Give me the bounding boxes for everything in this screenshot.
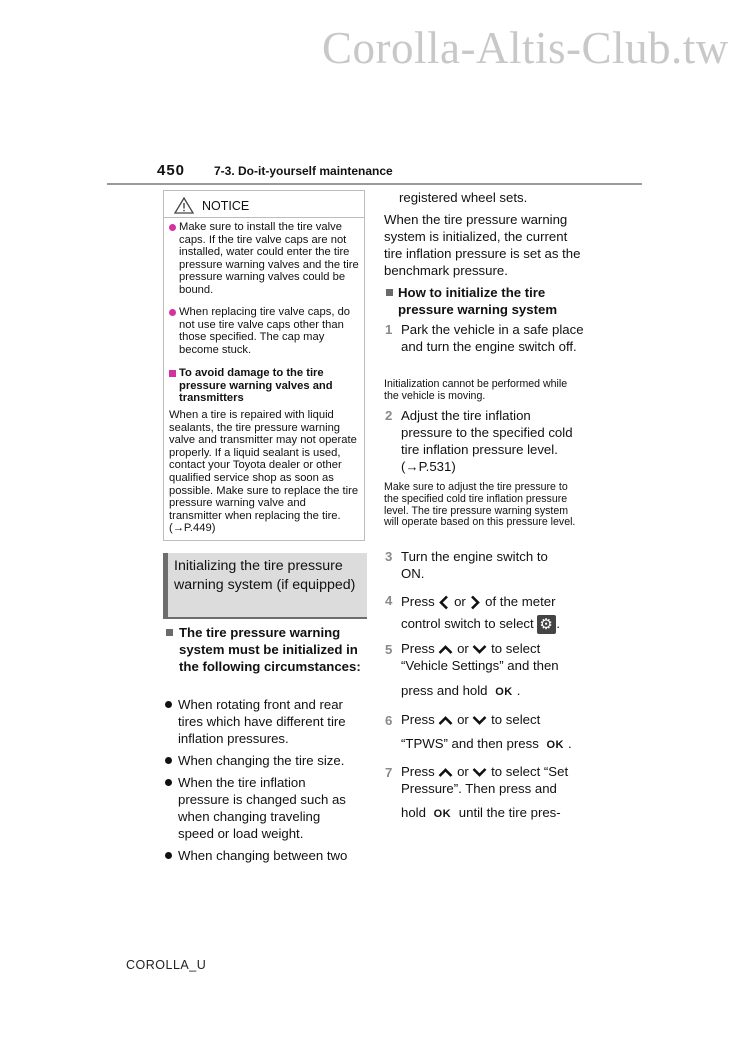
step-item: 4 Press or of the meter control switch to select ⚙ . <box>384 591 589 635</box>
ok-button-icon: OK <box>546 739 564 751</box>
chevron-down-icon <box>472 767 487 778</box>
chevron-up-icon <box>438 715 453 726</box>
how-to-heading: How to initialize the tire pressure warning system <box>384 284 584 318</box>
bullet-icon <box>165 852 172 859</box>
step-note: Initialization cannot be performed while the vehicle is moving. <box>384 378 568 402</box>
square-bullet-icon <box>169 370 176 377</box>
chevron-down-icon <box>472 715 487 726</box>
notice-bullet: When replacing tire valve caps, do not use tire valve caps other than those specified. The cap may become stuck. <box>169 306 361 356</box>
bullet-icon <box>165 779 172 786</box>
bullet-icon <box>165 757 172 764</box>
page-number: 450 <box>157 162 186 179</box>
notice-paragraph: When a tire is repaired with liquid sealants, the tire pressure warning valve and transmitter may not operate properly. If a liquid sealant is used, contact your Toyota dealer or other qualified service shop as soon as possible. Make sure to replace the tire pressure warning valve and transmitter when replacing the tire. (→P.449) <box>169 409 359 535</box>
list-item: When the tire inflation pressure is changed such as when changing traveling speed or load weight. <box>163 774 363 842</box>
section-heading-box <box>163 553 367 619</box>
section-heading: Initializing the tire pressure warning system (if equipped) <box>174 558 356 593</box>
footer-label: COROLLA_U <box>126 958 207 972</box>
chevron-right-icon <box>469 595 481 610</box>
step-item: 7 Press or to select “Set Pressure”. Then press and hold OK until the tire pres- <box>385 764 569 820</box>
circumstances-heading: The tire pressure warning system must be initialized in the following circumstances: <box>179 625 361 674</box>
step-item: 6 Press or to select “TPWS” and then press OK . <box>385 712 572 751</box>
list-item: When changing between two <box>163 847 368 864</box>
notice-subheading: To avoid damage to the tire pressure warning valves and transmitters <box>169 367 361 405</box>
notice-title: NOTICE <box>202 198 250 213</box>
notice-box <box>163 190 365 541</box>
chevron-up-icon <box>438 767 453 778</box>
warning-triangle-icon <box>174 197 194 214</box>
list-item: When changing the tire size. <box>163 752 363 769</box>
left-column <box>163 624 363 675</box>
step-item: 1 Park the vehicle in a safe place and turn the engine switch off. <box>385 322 584 354</box>
chevron-up-icon <box>438 644 453 655</box>
intro-paragraph: When the tire pressure warning system is initialized, the current tire inflation pressure is set as the benchmark pressure. <box>384 212 581 278</box>
page-reference: (→P.531) <box>401 459 456 474</box>
bullet-icon <box>169 309 176 316</box>
list-item: When rotating front and rear tires which have different tire inflation pressures. <box>163 696 363 747</box>
step-item: 3 Turn the engine switch to ON. <box>385 549 548 581</box>
settings-gear-icon <box>537 615 556 634</box>
section-title: 7-3. Do-it-yourself maintenance <box>214 164 393 178</box>
ok-button-icon: OK <box>495 686 513 698</box>
square-bullet-icon <box>166 629 173 636</box>
continued-text: registered wheel sets. <box>399 190 528 205</box>
bullet-icon <box>169 224 176 231</box>
notice-header <box>174 197 249 214</box>
chevron-left-icon <box>438 595 450 610</box>
bullet-icon <box>165 701 172 708</box>
ok-button-icon: OK <box>433 808 452 820</box>
step-item: 2 Adjust the tire inflation pressure to the specified cold tire inflation pressure level. (→P.531) <box>385 408 573 474</box>
header-divider <box>107 183 642 185</box>
step-note: Make sure to adjust the tire pressure to the specified cold tire inflation pressure level. The tire pressure warning system will operate based on this pressure level. <box>384 481 576 529</box>
square-bullet-icon <box>386 289 393 296</box>
notice-divider <box>164 217 364 218</box>
chevron-down-icon <box>472 644 487 655</box>
notice-bullet: Make sure to install the tire valve caps. If the tire valve caps are not installed, water could enter the tire pressure warning valves and the tire pressure warning valves could be bound. <box>169 221 361 297</box>
watermark: Corolla-Altis-Club.tw <box>322 23 729 73</box>
page-reference: (→P.449) <box>169 522 216 535</box>
step-item: 5 Press or to select “Vehicle Settings” and then press and hold OK . <box>385 641 559 698</box>
